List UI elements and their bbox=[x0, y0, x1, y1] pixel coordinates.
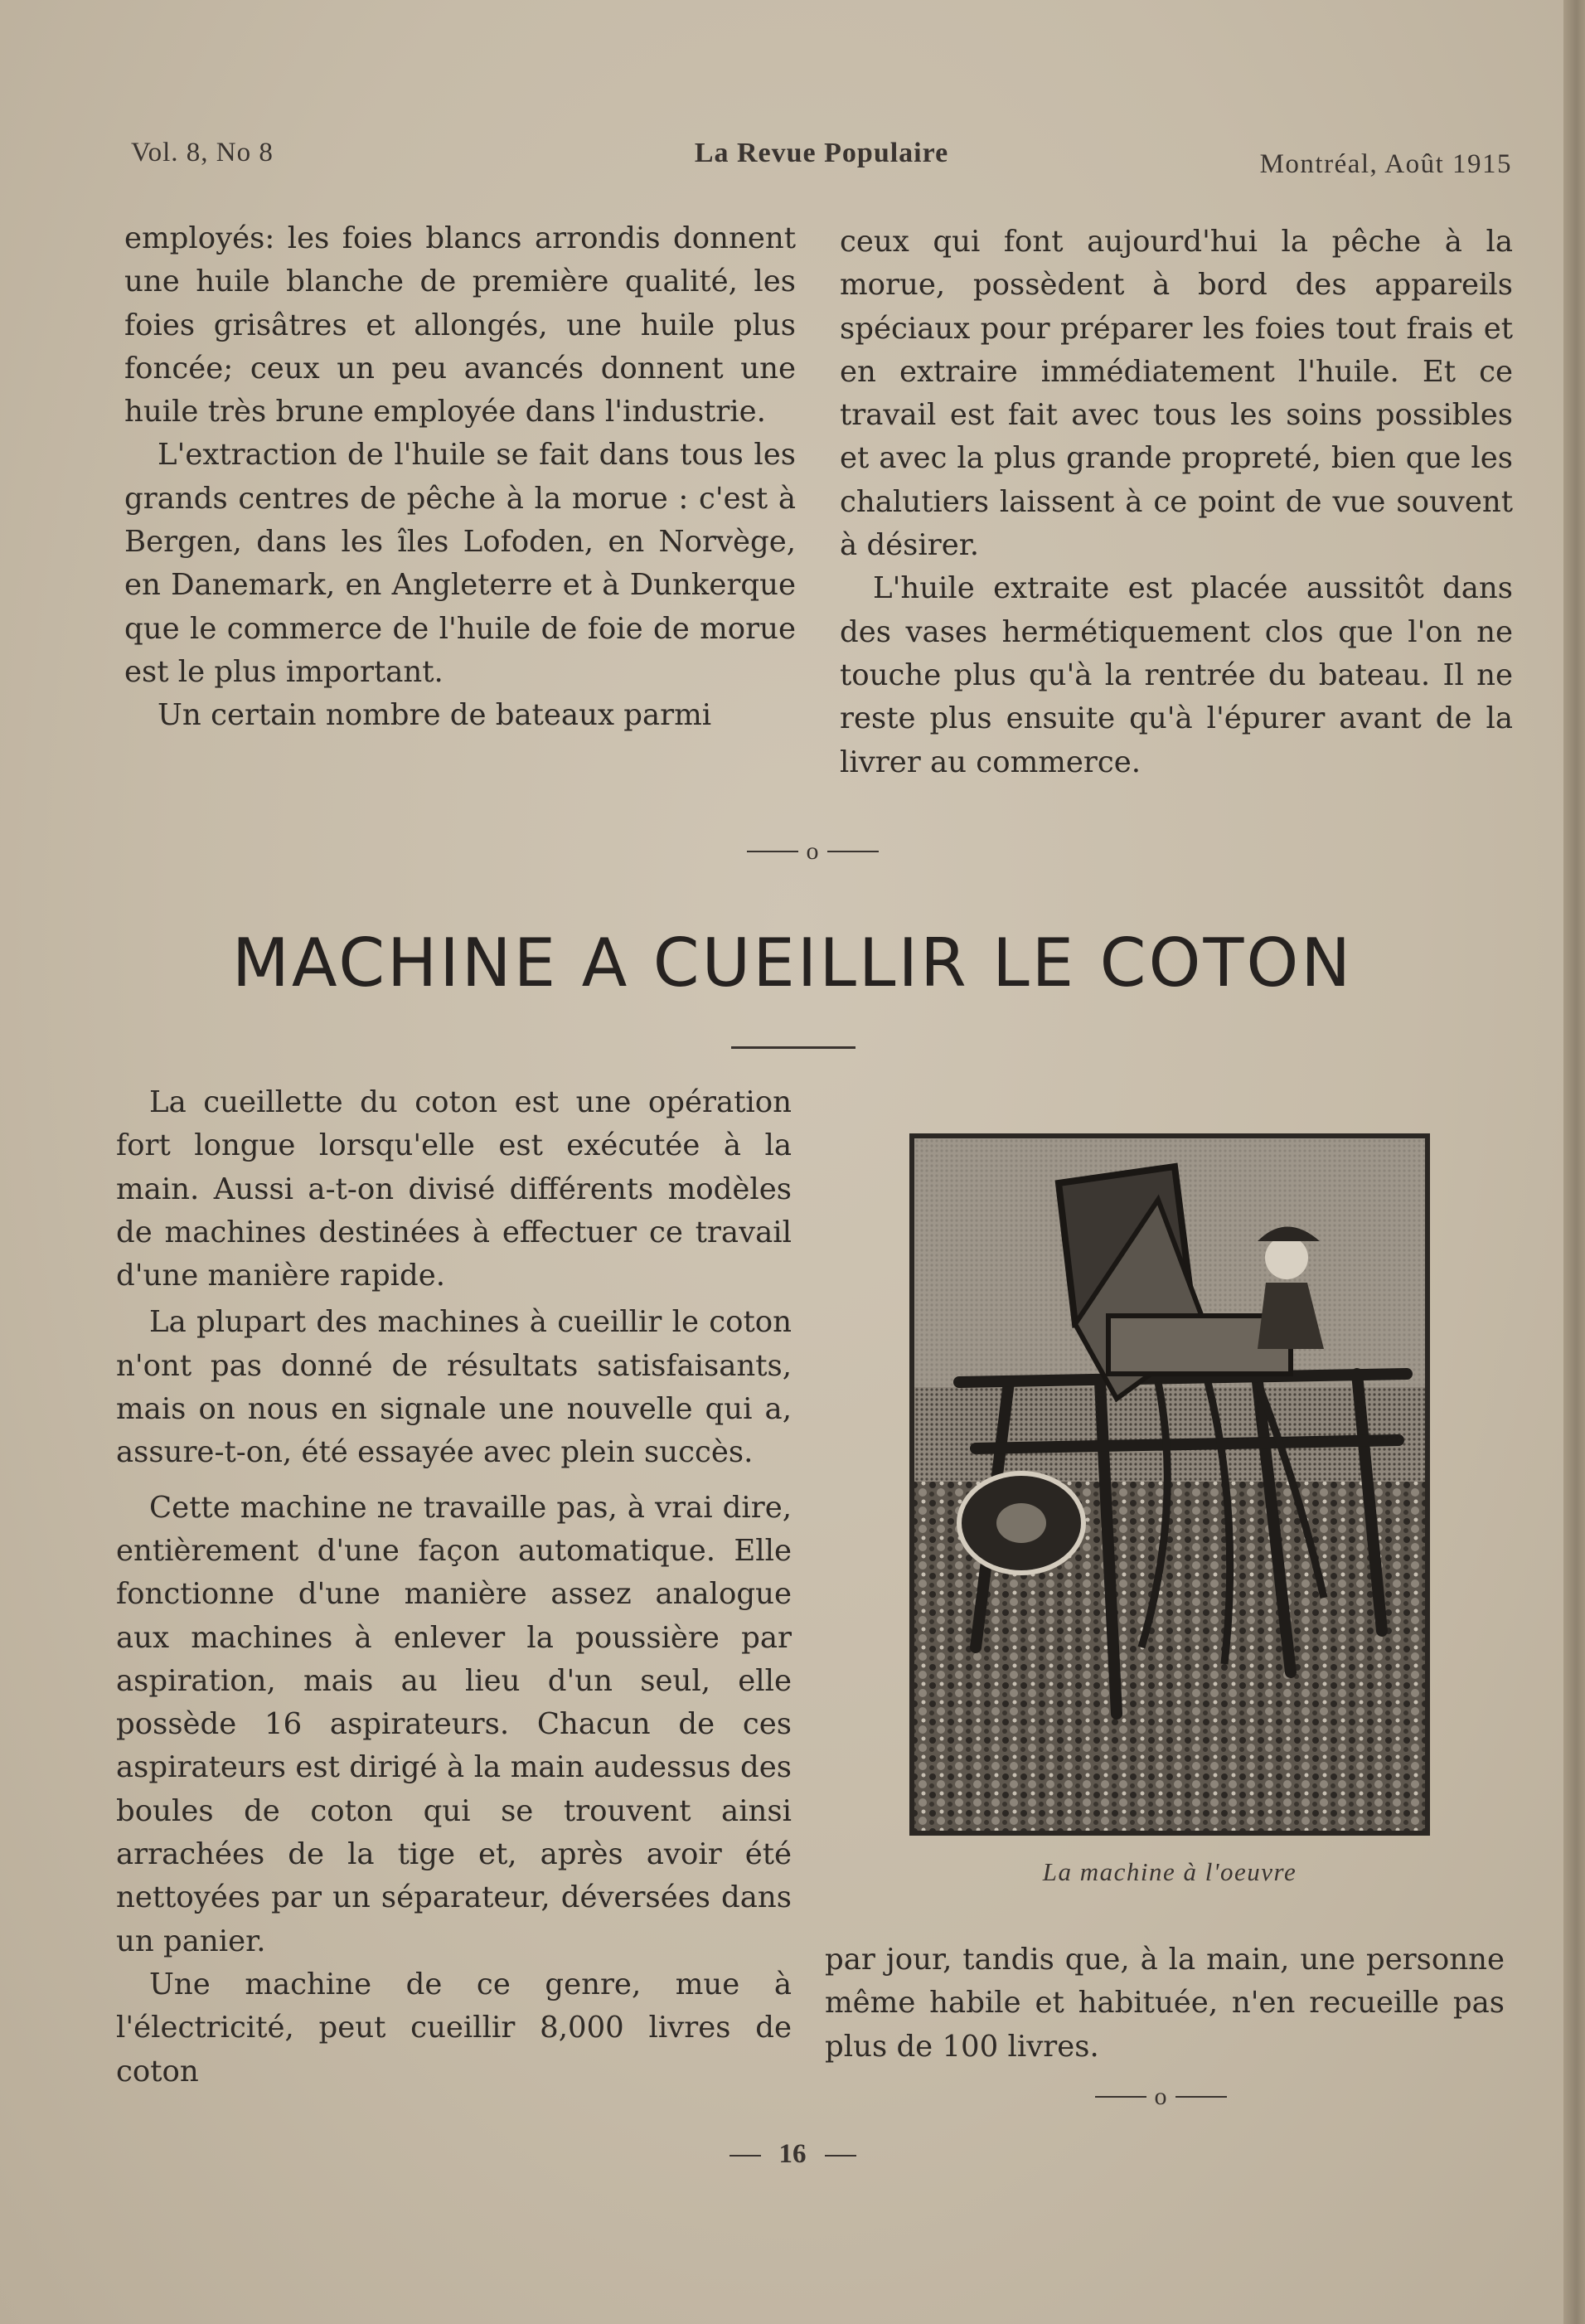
paragraph: L'extraction de l'huile se fait dans tous les grands centres de pêche à la morue : c'est à Bergen, dans les îles Lofoden, en Norvège, en Danemark, en Angleterre et à Dunkerque que le commerce de l'huile de foie de morue est le plus important. bbox=[124, 438, 796, 689]
paragraph: employés: les foies blancs arrondis donnent une huile blanche de première qualité, les foies grisâtres et allongés, une huile plus foncée; ceux un peu avancés donnent une huile très brune employée dans l'industrie. bbox=[124, 221, 796, 429]
section-separator: o bbox=[1069, 2081, 1252, 2111]
paragraph: L'huile extraite est placée aussitôt dans des vases hermétiquement clos que l'on ne touche plus qu'à la rentrée du bateau. Il ne reste plus ensuite qu'à l'épurer avant de la livrer au commerce. bbox=[840, 571, 1513, 779]
paragraph: Cette machine ne travaille pas, à vrai dire, entièrement d'une façon automatique. Elle fonctionne d'une manière assez analogue aux machines à enlever la poussière par aspiration, mais au lieu d'un seul, elle possède 16 aspirateurs. Chacun de ces aspirateurs est dirigé à la main audessus des boules de coton qui se trouvent ainsi arrachées de la tige et, après avoir été nettoyées par un séparateur, déversées dans un panier. bbox=[116, 1490, 792, 1958]
top-article-left-column bbox=[124, 217, 796, 738]
cotton-machine-photo bbox=[909, 1133, 1430, 1836]
top-article-right-column bbox=[840, 221, 1513, 784]
paragraph: La plupart des machines à cueillir le coton n'ont pas donné de résultats satisfaisants, mais on nous en signale une nouvelle qui a, assure-t-on, été essayée avec plein succès. bbox=[116, 1305, 792, 1470]
figure-caption: La machine à l'oeuvre bbox=[1042, 1857, 1297, 1886]
article-headline: MACHINE A CUEILLIR LE COTON bbox=[231, 924, 1354, 1002]
issue-date: Montréal, Août 1915 bbox=[1259, 149, 1512, 179]
publication-title: La Revue Populaire bbox=[694, 138, 949, 168]
paragraph: Une machine de ce genre, mue à l'électricité, peut cueillir 8,000 livres de coton bbox=[116, 1967, 792, 2089]
paragraph: ceux qui font aujourd'hui la pêche à la morue, possèdent à bord des appareils spéciaux pour préparer les foies tout frais et en extraire immédiatement l'huile. Et ce travail est fait avec tous les soins possibles et avec la plus grande propreté, bien que les chalutiers laissent à ce point de vue souvent à désirer. bbox=[840, 225, 1513, 563]
running-header bbox=[131, 138, 1512, 187]
paragraph: par jour, tandis que, à la main, une personne même habile et habituée, n'en recueille pas plus de 100 livres. bbox=[825, 1943, 1505, 2064]
page-number bbox=[0, 2139, 1585, 2170]
headline-rule bbox=[731, 1046, 856, 1049]
paragraph: La cueillette du coton est une opération fort longue lorsqu'elle est exécutée à la main. Aussi a-t-on divisé différents modèles de machines destinées à effectuer ce travail d'une manière rapide. bbox=[116, 1085, 792, 1293]
main-article-left-column bbox=[116, 1081, 792, 2094]
page-edge bbox=[1563, 0, 1585, 2324]
main-article-right-column bbox=[825, 1938, 1505, 2069]
page-number-value: 16 bbox=[778, 2139, 807, 2169]
paragraph: Un certain nombre de bateaux parmi bbox=[158, 698, 712, 733]
section-separator: o bbox=[721, 836, 904, 866]
volume-number: Vol. 8, No 8 bbox=[131, 138, 274, 167]
